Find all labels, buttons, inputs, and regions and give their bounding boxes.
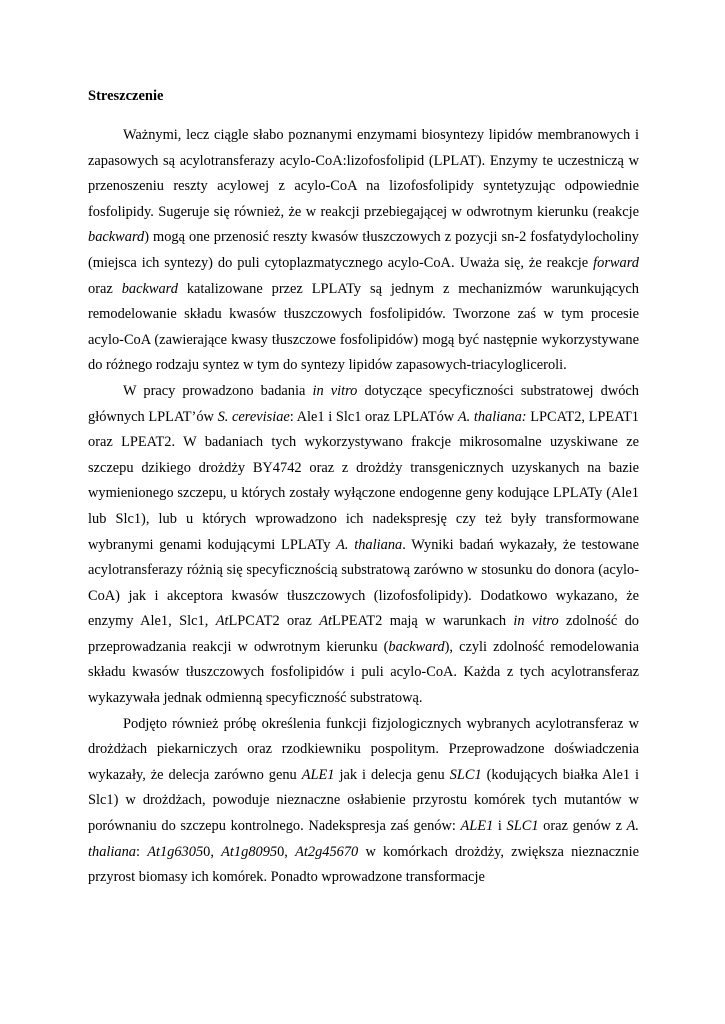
italic-run: At2g45670: [295, 843, 359, 860]
italic-run: in vitro: [513, 613, 559, 630]
italic-run: SLC1: [506, 818, 539, 835]
text-run: zdolność do przeprowadzania reakcji w odwrotnym kierunku (: [88, 613, 639, 655]
section-heading: Streszczenie: [88, 88, 164, 104]
text-run: dotyczące specyficzności substratowej dwóch głównych LPLAT’ów: [88, 382, 639, 425]
italic-run: At: [319, 613, 332, 630]
text-run: 0,: [277, 843, 296, 860]
text-run: :: [135, 843, 148, 860]
text-run: w komórkach drożdży, zwiększa nieznacznie przyrost biomasy ich komórek. Ponadto wprowadzone transformacje: [88, 843, 639, 886]
italic-run: A. thaliana:: [457, 408, 527, 425]
italic-run: SLC1: [449, 766, 482, 783]
italic-run: At: [215, 613, 229, 630]
italic-run: At1g8095: [221, 843, 278, 860]
text-run: ) mogą one przenosić reszty kwasów tłuszczowych z pozycji sn-2 fosfatydylocholiny (miejsca ich syntezy) do puli cytoplazmatycznego acylo-CoA. Uważa się, że reakcje: [88, 229, 639, 271]
text-run: : Ale1 i Slc1 oraz LPLATów: [289, 408, 458, 425]
italic-run: A. thaliana: [88, 818, 639, 860]
text-run: Ważnymi, lecz ciągle słabo poznanymi enzymami biosyntezy lipidów membranowych i zapasowych są acylotransferazy acylo-CoA:lizofosfolipid (LPLAT). Enzymy te uczestniczą w przenoszeniu reszty acylowej z acylo-CoA na lizofosfolipidy syntetyzując odpowiednie fosfolipidy. Sugeruje się również, że w reakcji przebiegającej w odwrotnym kierunku (reakcje: [88, 127, 639, 220]
text-run: W pracy prowadzono badania: [123, 382, 313, 399]
italic-run: S. cerevisiae: [217, 408, 290, 425]
document-page: [88, 84, 639, 891]
italic-run: backward: [388, 638, 445, 655]
text-run: oraz: [88, 280, 122, 297]
italic-run: forward: [593, 254, 639, 271]
text-run: . Wyniki badań wykazały, że testowane acylotransferazy różnią się specyficznością substratową zarówno w stosunku do donora (acylo-CoA) jak i akceptora kwasów tłuszczowych (lizofosfolipidy). Dodatkowo wykazano, że enzymy Ale1, Slc1,: [88, 536, 639, 630]
italic-run: backward: [88, 229, 145, 246]
text-run: jak i delecja genu: [334, 766, 450, 783]
text-run: ), czyli zdolność remodelowania składu kwasów tłuszczowych fosfolipidów i puli acylo-CoA. Każda z tych acylotransferaz wykazywała jednak odmienną specyficzność substratową.: [88, 638, 639, 707]
text-run: 0,: [203, 843, 222, 860]
paragraph-3: [88, 712, 639, 891]
text-run: katalizowane przez LPLATy są jednym z mechanizmów warunkujących remodelowanie składu kwasów tłuszczowych fosfolipidów. Tworzone zaś w tym procesie acylo-CoA (zawierające kwasy tłuszczowe fosfolipidów) mogą być następnie wykorzystywane do różnego rodzaju syntez w tym do syntezy lipidów zapasowych-triacyloglicerolі.: [88, 280, 639, 374]
italic-run: ALE1: [301, 766, 335, 783]
text-run: LPCAT2 oraz: [228, 613, 320, 630]
italic-run: ALE1: [460, 818, 494, 835]
text-run: (kodujących białka Ale1 i Slc1) w drożdżach, powoduje nieznaczne osłabienie przyrostu komórek tych mutantów w porównaniu do szczepu kontrolnego. Nadekspresja zaś genów:: [88, 766, 639, 835]
italic-run: backward: [121, 280, 178, 297]
paragraph-1: [88, 123, 639, 379]
text-run: oraz genów z: [538, 818, 627, 835]
paragraph-2: [88, 379, 639, 712]
text-run: LPCAT2, LPEAT1 oraz LPEAT2. W badaniach tych wykorzystywano frakcje mikrosomalne uzyskiwane ze szczepu dzikiego drożdży BY4742 oraz z drożdży transgenicznych uzyskanych na bazie wymienionego szczepu, u których zostały wyłączone endogenne geny kodujące LPLATy (Ale1 lub Slc1), lub u których wprowadzono ich nadekspresję czy też były transformowane wybranymi genami kodującymi LPLATy: [88, 408, 639, 553]
text-run: Podjęto również próbę określenia funkcji fizjologicznych wybranych acylotransferaz w drożdżach piekarniczych oraz rzodkiewniku pospolitym. Przeprowadzone doświadczenia wykazały, że delecja zarówno genu: [88, 715, 639, 783]
italic-run: A. thaliana: [336, 536, 403, 553]
italic-run: in vitro: [312, 382, 358, 399]
italic-run: At1g6305: [147, 843, 204, 860]
text-run: i: [493, 818, 507, 835]
text-run: LPEAT2 mają w warunkach: [332, 613, 514, 630]
